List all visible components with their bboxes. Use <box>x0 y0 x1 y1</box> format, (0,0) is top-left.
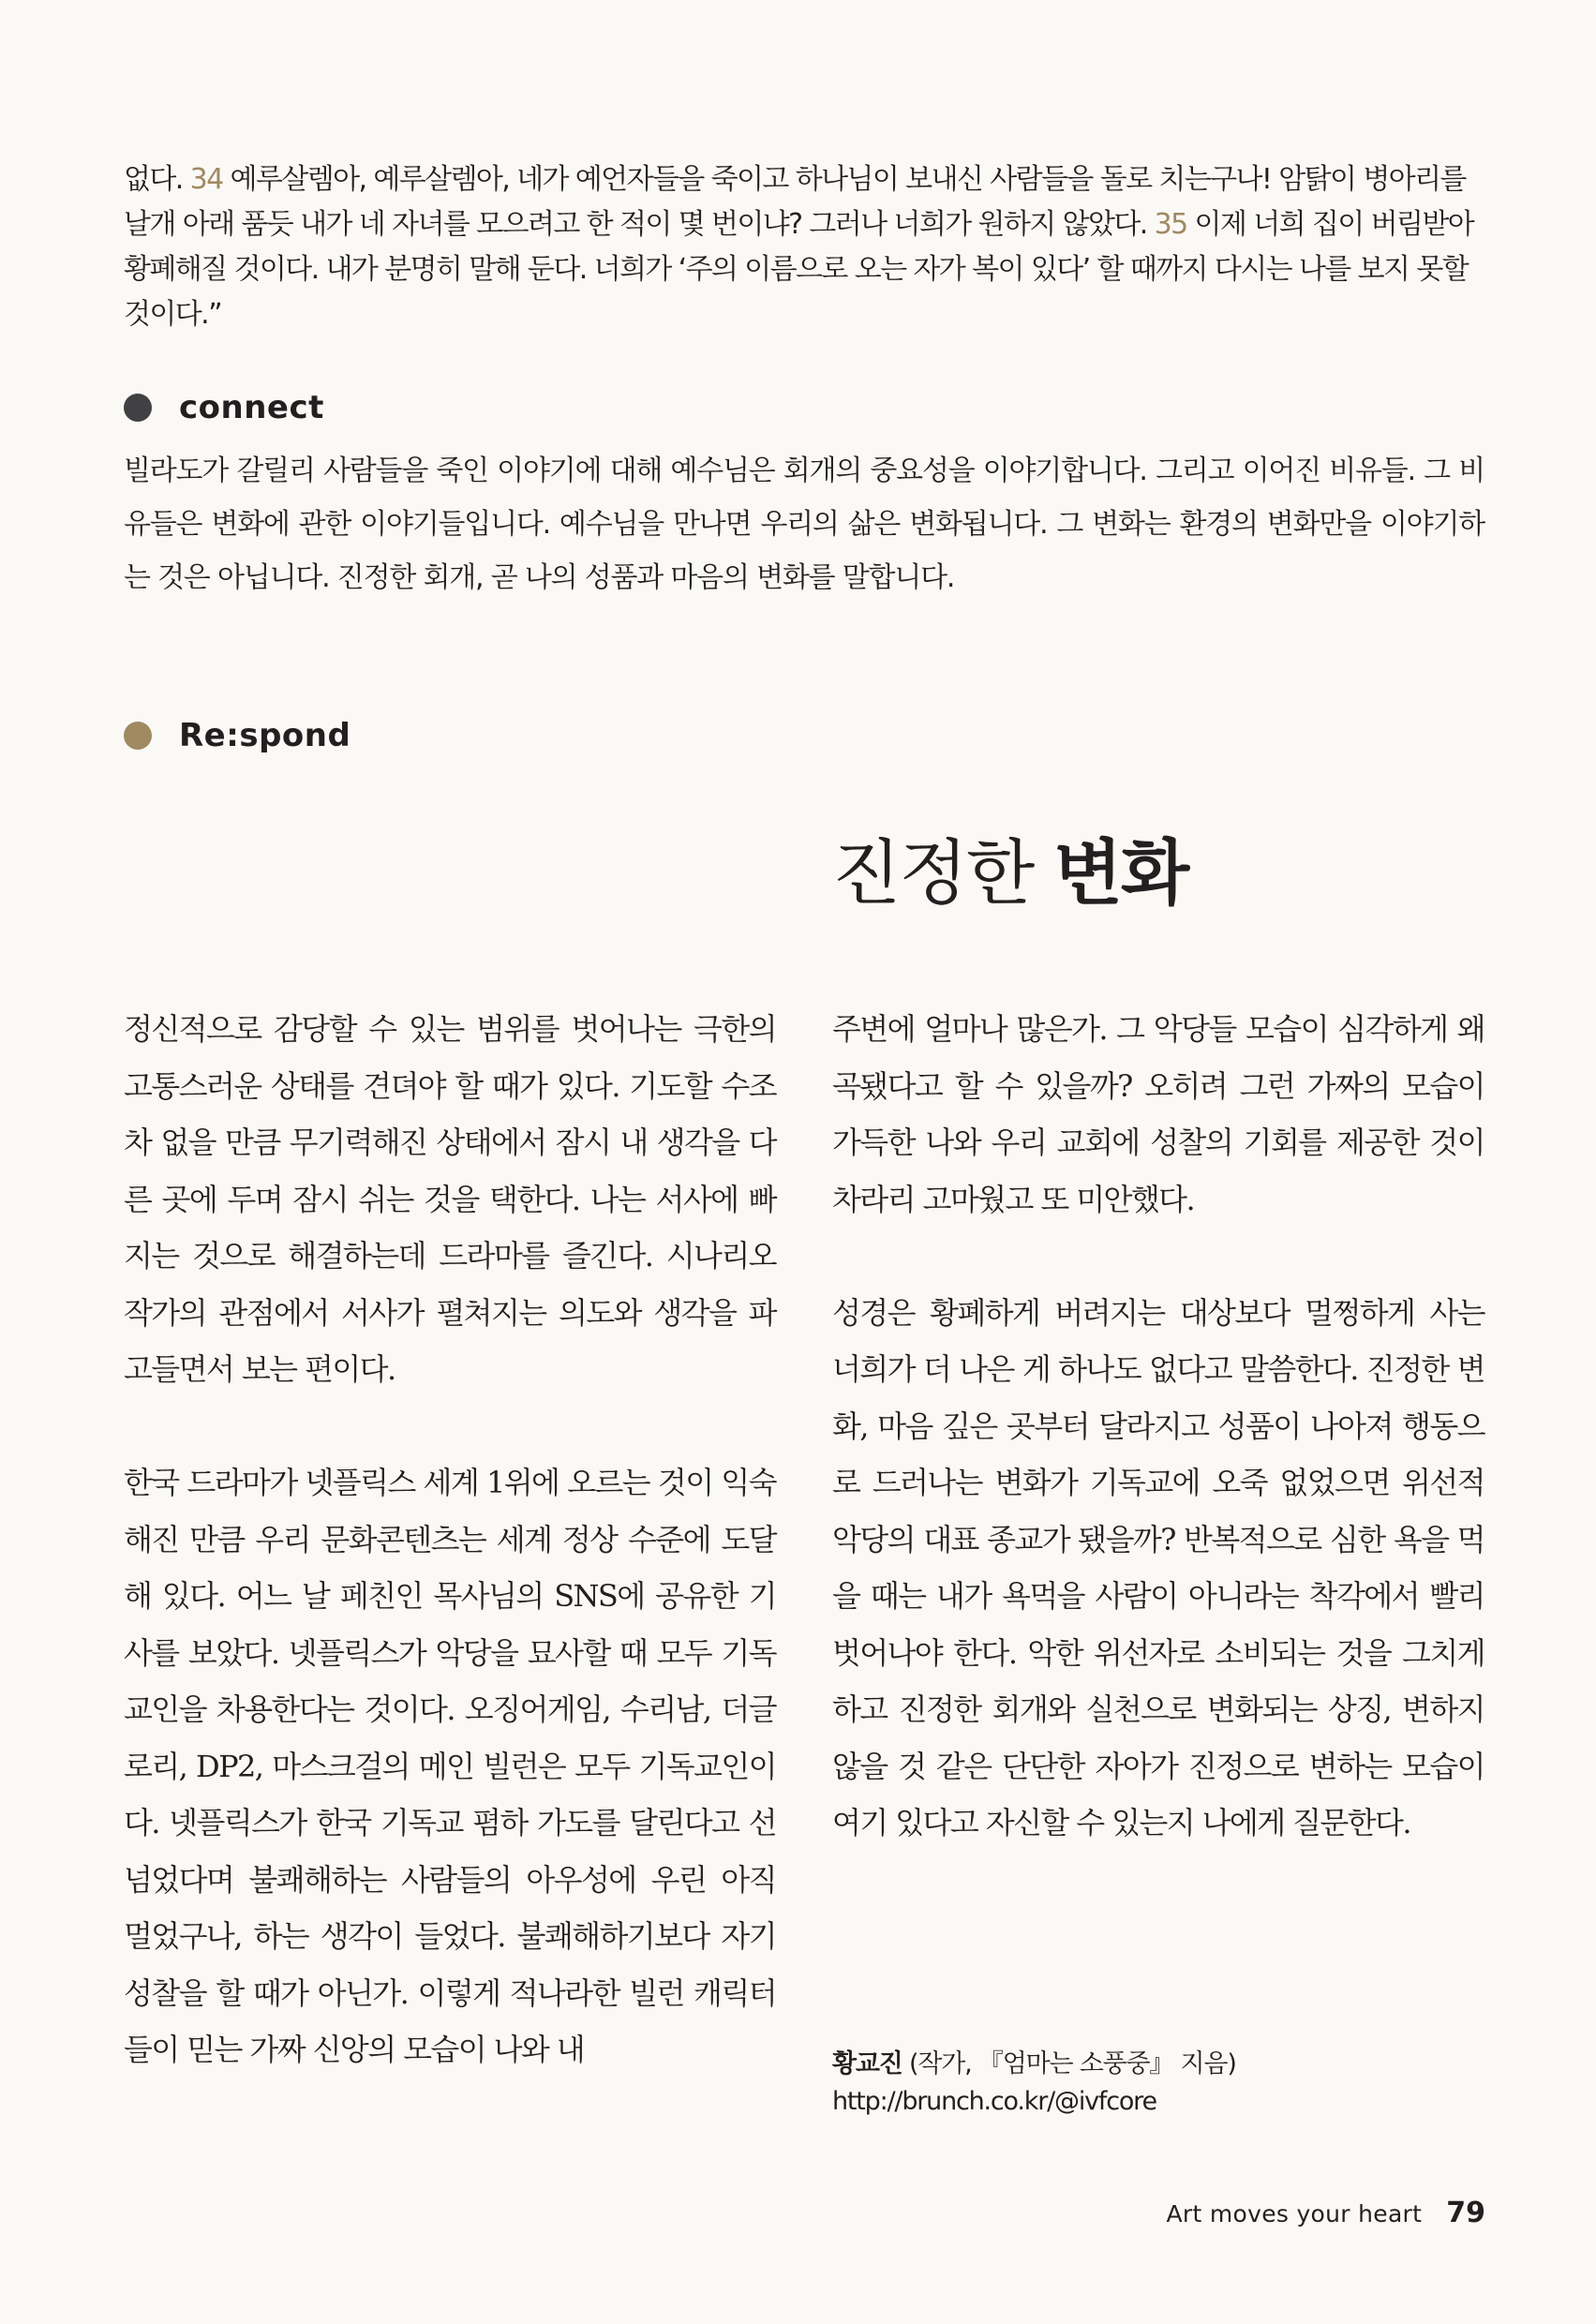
verse-number-35: 35 <box>1154 208 1187 241</box>
article-column-left <box>124 1001 776 2078</box>
author-line <box>832 2046 1484 2083</box>
connect-section-heading <box>124 391 324 425</box>
article-paragraph: 한국 드라마가 넷플릭스 세계 1위에 오르는 것이 익숙해진 만큼 우리 문화콘텐츠는 세계 정상 수준에 도달해 있다. 어느 날 페친인 목사님의 SNS에 공유한 기사를 보았다. 넷플릭스가 악당을 묘사할 때 모두 기독교인을 차용한다는 것이다. 오징어게임, 수리남, 더글로리, DP2, 마스크걸의 메인 빌런은 모두 기독교인이다. 넷플릭스가 한국 기독교 폄하 가도를 달린다고 선 넘었다며 불쾌해하는 사람들의 아우성에 우린 아직 멀었구나, 하는 생각이 들었다. 불쾌해하기보다 자기 성찰을 할 때가 아닌가. 이렇게 적나라한 빌런 캐릭터들이 믿는 가짜 신앙의 모습이 나와 내 <box>124 1465 776 2067</box>
article-paragraph: 성경은 황폐하게 버려지는 대상보다 멀쩡하게 사는 너희가 더 나은 게 하나도 없다고 말씀한다. 진정한 변화, 마음 깊은 곳부터 달라지고 성품이 나아져 행동으로 드러나는 변화가 기독교에 오죽 없었으면 위선적 악당의 대표 종교가 됐을까? 반복적으로 심한 욕을 먹을 때는 내가 욕먹을 사람이 아니라는 착각에서 빨리 벗어나야 한다. 악한 위선자로 소비되는 것을 그치게 하고 진정한 회개와 실천으로 변화되는 상징, 변하지 않을 것 같은 단단한 자아가 진정으로 변하는 모습이 여기 있다고 자신할 수 있는지 나에게 질문한다. <box>832 1294 1484 1840</box>
author-description: (작가, 『엄마는 소풍중』 지음) <box>902 2049 1236 2078</box>
connect-body-text: 빌라도가 갈릴리 사람들을 죽인 이야기에 대해 예수님은 회개의 중요성을 이야기합니다. 그리고 이어진 비유들. 그 비유들은 변화에 관한 이야기들입니다. 예수님을 만나면 우리의 삶은 변화됩니다. 그 변화는 환경의 변화만을 이야기하는 것은 아닙니다. 진정한 회개, 곧 나의 성품과 마음의 변화를 말합니다. <box>124 454 1484 594</box>
article-paragraph: 정신적으로 감당할 수 있는 범위를 벗어나는 극한의 고통스러운 상태를 견뎌야 할 때가 있다. 기도할 수조차 없을 만큼 무기력해진 상태에서 잠시 내 생각을 다른 곳에 두며 잠시 쉬는 것을 택한다. 나는 서사에 빠지는 것으로 해결하는데 드라마를 즐긴다. 시나리오 작가의 관점에서 서사가 펼쳐지는 의도와 생각을 파고들면서 보는 편이다. <box>124 1011 776 1387</box>
article-column-right <box>832 1001 1484 1852</box>
scripture-text-1: 없다. <box>124 163 190 196</box>
verse-number-34: 34 <box>189 163 223 196</box>
author-credit <box>832 2046 1484 2121</box>
article-title-bold: 변화 <box>1053 831 1188 915</box>
connect-label: connect <box>179 389 324 426</box>
article-title <box>832 827 1187 920</box>
footer-tagline: Art moves your heart <box>1166 2200 1423 2227</box>
article-paragraph: 주변에 얼마나 많은가. 그 악당들 모습이 심각하게 왜곡됐다고 할 수 있을까? 오히려 그런 가짜의 모습이 가득한 나와 우리 교회에 성찰의 기회를 제공한 것이 차라리 고마웠고 또 미안했다. <box>832 1011 1484 1217</box>
article-title-light: 진정한 <box>832 831 1054 915</box>
scripture-passage <box>124 157 1484 337</box>
author-url: http://brunch.co.kr/@ivfcore <box>832 2087 1156 2116</box>
respond-label: Re:spond <box>179 717 351 754</box>
author-name: 황교진 <box>832 2049 902 2078</box>
respond-section-heading <box>124 719 351 752</box>
page-footer <box>1167 2197 1485 2229</box>
page-number: 79 <box>1446 2197 1485 2229</box>
scripture-text-2: 예루살렘아, 예루살렘아, 네가 예언자들을 죽이고 하나님이 보내신 사람들을 돌로 치는구나! 암탉이 병아리를 날개 아래 품듯 내가 네 자녀를 모으려고 한 적이 몇 번이냐? 그러나 너희가 원하지 않았다. <box>124 163 1466 241</box>
circle-bullet-icon <box>124 722 152 750</box>
circle-bullet-icon <box>124 394 152 422</box>
scripture-text-3: 이제 너희 집이 버림받아 황폐해질 것이다. 내가 분명히 말해 둔다. 너희가 ‘주의 이름으로 오는 자가 복이 있다’ 할 때까지 다시는 나를 보지 못할 것이다.” <box>124 208 1474 331</box>
